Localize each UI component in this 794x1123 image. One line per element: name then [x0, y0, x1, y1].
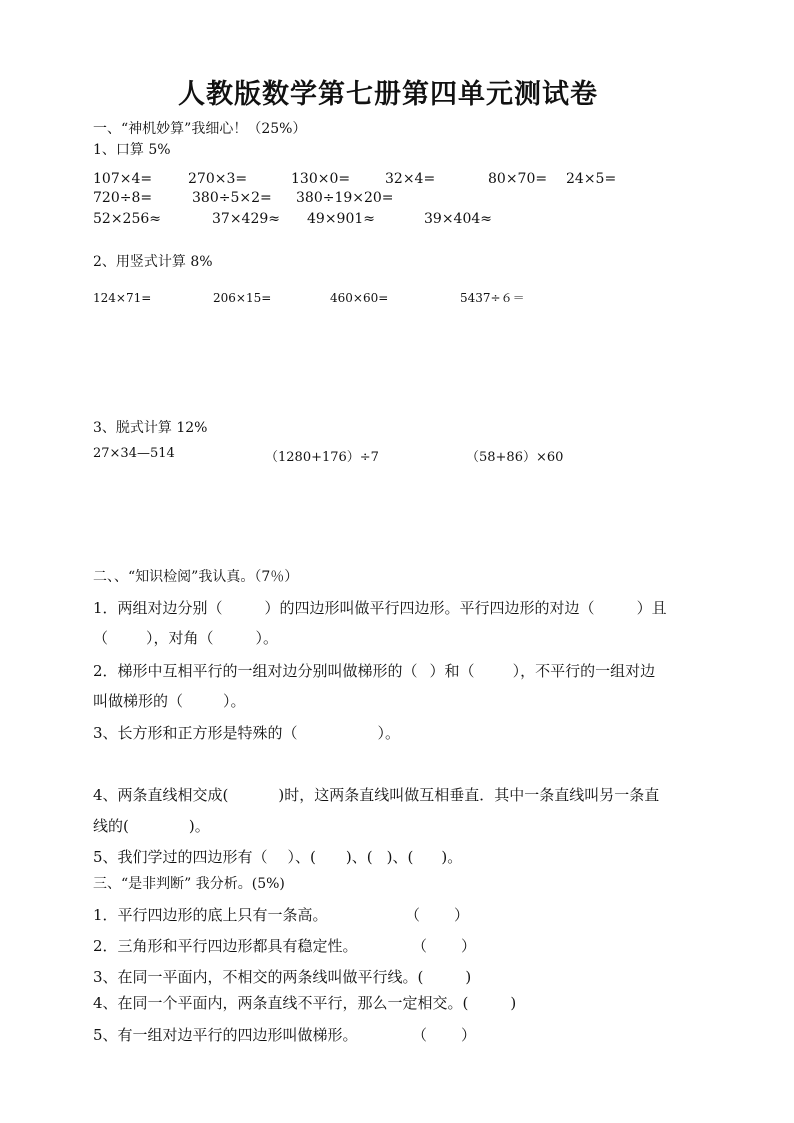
paren-close: ） [461, 937, 477, 955]
judge-item-text: 4、在同一个平面内，两条直线不平行，那么一定相交。( [93, 994, 469, 1012]
judge-item-3 [93, 966, 471, 987]
question-text: ）的四边形叫做平行四边形。平行四边形的对边（ [264, 599, 595, 617]
judge-item-answer[interactable] [412, 935, 476, 956]
question-text: )时，这两条直线叫做互相垂直．其中一条直线叫另一条直 [278, 786, 660, 804]
paren-close: ） [461, 1026, 477, 1044]
fill-question-2-line-2 [93, 690, 246, 711]
question-text: 线的( [93, 817, 129, 835]
question-text: ）、( [287, 848, 316, 866]
estimate-item: 37×429≈ [212, 211, 280, 227]
part-1-heading: 1、口算 5% [93, 142, 171, 158]
question-text: ），对角（ [146, 629, 214, 647]
paren-open: （ [405, 906, 421, 924]
oral-calc-item: 720÷8= [93, 190, 153, 206]
part-2-heading: 2、用竖式计算 8% [93, 254, 213, 270]
question-text: ）。 [255, 629, 279, 647]
question-text: 2．梯形中互相平行的一组对边分别叫做梯形的（ [93, 662, 418, 680]
oral-calc-item: 107×4= [93, 171, 153, 187]
section-2-heading: 二、、“知识检阅”我认真。（7％） [93, 569, 299, 585]
fill-question-4-line-1 [93, 784, 659, 805]
oral-calc-item: 270×3= [188, 171, 248, 187]
estimate-item: 52×256≈ [93, 211, 161, 227]
question-text: 叫做梯形的（ [93, 692, 184, 710]
fill-question-2-line-1 [93, 660, 655, 681]
fill-question-4-line-2 [93, 815, 210, 836]
page-title: 人教版数学第七册第四单元测试卷 [178, 79, 598, 110]
question-text: ）且 [636, 599, 667, 617]
paren-open: （ [412, 1026, 428, 1044]
question-text: )。 [441, 848, 463, 866]
oral-calc-item: 32×4= [385, 171, 436, 187]
part-3-heading: 3、脱式计算 12% [93, 420, 208, 436]
fill-question-1-line-2 [93, 627, 278, 648]
step-calc-item: （58+86）×60 [466, 450, 564, 465]
judge-item-answer[interactable] [405, 904, 469, 925]
vertical-calc-item: 460×60= [330, 291, 389, 305]
oral-calc-item: 80×70= [488, 171, 548, 187]
step-calc-item: （1280+176）÷7 [265, 450, 379, 465]
judge-item-text: 5、有一组对边平行的四边形叫做梯形。 [93, 1026, 358, 1044]
step-calc-item: 27×34—514 [93, 446, 175, 461]
oral-calc-item: 380÷19×20= [296, 190, 394, 206]
question-text: （ [93, 629, 109, 647]
section-1-heading: 一、“神机妙算”我细心！（25%） [93, 121, 307, 137]
judge-item-4 [93, 992, 516, 1013]
question-text: ）。 [223, 692, 246, 710]
question-text: 5、我们学过的四边形有（ [93, 848, 268, 866]
vertical-calc-item: 206×15= [213, 291, 272, 305]
estimate-item: 39×404≈ [424, 211, 492, 227]
judge-item-text: 2．三角形和平行四边形都具有稳定性。 [93, 937, 358, 955]
question-text: )。 [188, 817, 210, 835]
judge-item-text: 1．平行四边形的底上只有一条高。 [93, 906, 328, 924]
oral-calc-item: 24×5= [566, 171, 617, 187]
paren-open: （ [412, 937, 428, 955]
oral-calc-item: 380÷5×2= [192, 190, 272, 206]
oral-calc-item: 130×0= [291, 171, 351, 187]
fill-question-1-line-1 [93, 597, 667, 618]
question-text: )、( [386, 848, 414, 866]
question-text: ）和（ [429, 662, 475, 680]
judge-item-text: 3、在同一平面内，不相交的两条线叫做平行线。( [93, 968, 424, 986]
question-text: 4、两条直线相交成( [93, 786, 229, 804]
question-text: 1．两组对边分别（ [93, 599, 223, 617]
fill-question-3 [93, 722, 400, 743]
paren-close: ） [454, 906, 470, 924]
vertical-calc-item: 124×71= [93, 291, 152, 305]
judge-item-answer[interactable] [412, 1024, 476, 1045]
question-text: ），不平行的一组对边 [512, 662, 656, 680]
question-text: 3、长方形和正方形是特殊的（ [93, 724, 298, 742]
fill-question-5 [93, 846, 462, 867]
estimate-item: 49×901≈ [307, 211, 375, 227]
paren-close: ) [465, 968, 472, 986]
question-text: )、( [345, 848, 373, 866]
paren-close: ) [510, 994, 517, 1012]
section-3-heading: 三、“是非判断” 我分析。(5%) [93, 876, 285, 892]
vertical-calc-item: 5437÷６＝ [460, 291, 525, 305]
question-text: ）。 [377, 724, 401, 742]
